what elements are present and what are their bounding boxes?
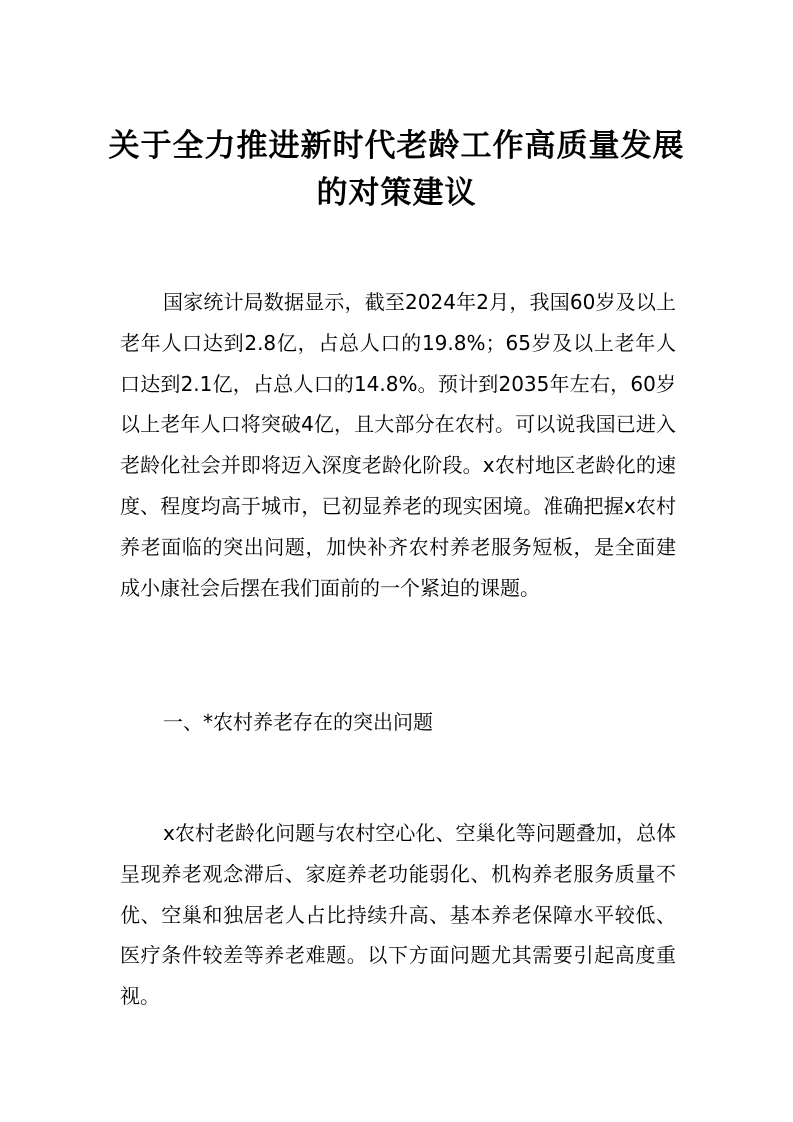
section-1-paragraph: x农村老龄化问题与农村空心化、空巢化等问题叠加，总体呈现养老观念滞后、家庭养老功能弱化、机构养老服务质量不优、空巢和独居老人占比持续升高、基本养老保障水平较低、医疗条件较差等养老难题。以下方面问题尤其需要引起高度重视。 <box>120 821 676 1009</box>
intro-paragraph: 国家统计局数据显示，截至2024年2月，我国60岁及以上老年人口达到2.8亿，占总人口的19.8%；65岁及以上老年人口达到2.1亿，占总人口的14.8%。预计到2035年左右，60岁以上老年人口将突破4亿，且大部分在农村。可以说我国已进入老龄化社会并即将迈入深度老龄化阶段。x农村地区老龄化的速度、程度均高于城市，已初显养老的现实困境。准确把握x农村养老面临的突出问题，加快补齐农村养老服务短板，是全面建成小康社会后摆在我们面前的一个紧迫的课题。 <box>120 290 676 600</box>
section-heading-1: 一、*农村养老存在的突出问题 <box>163 710 433 734</box>
document-title-line-2: 的对策建议 <box>316 175 477 211</box>
document-title-line-1: 关于全力推进新时代老龄工作高质量发展 <box>108 128 685 164</box>
